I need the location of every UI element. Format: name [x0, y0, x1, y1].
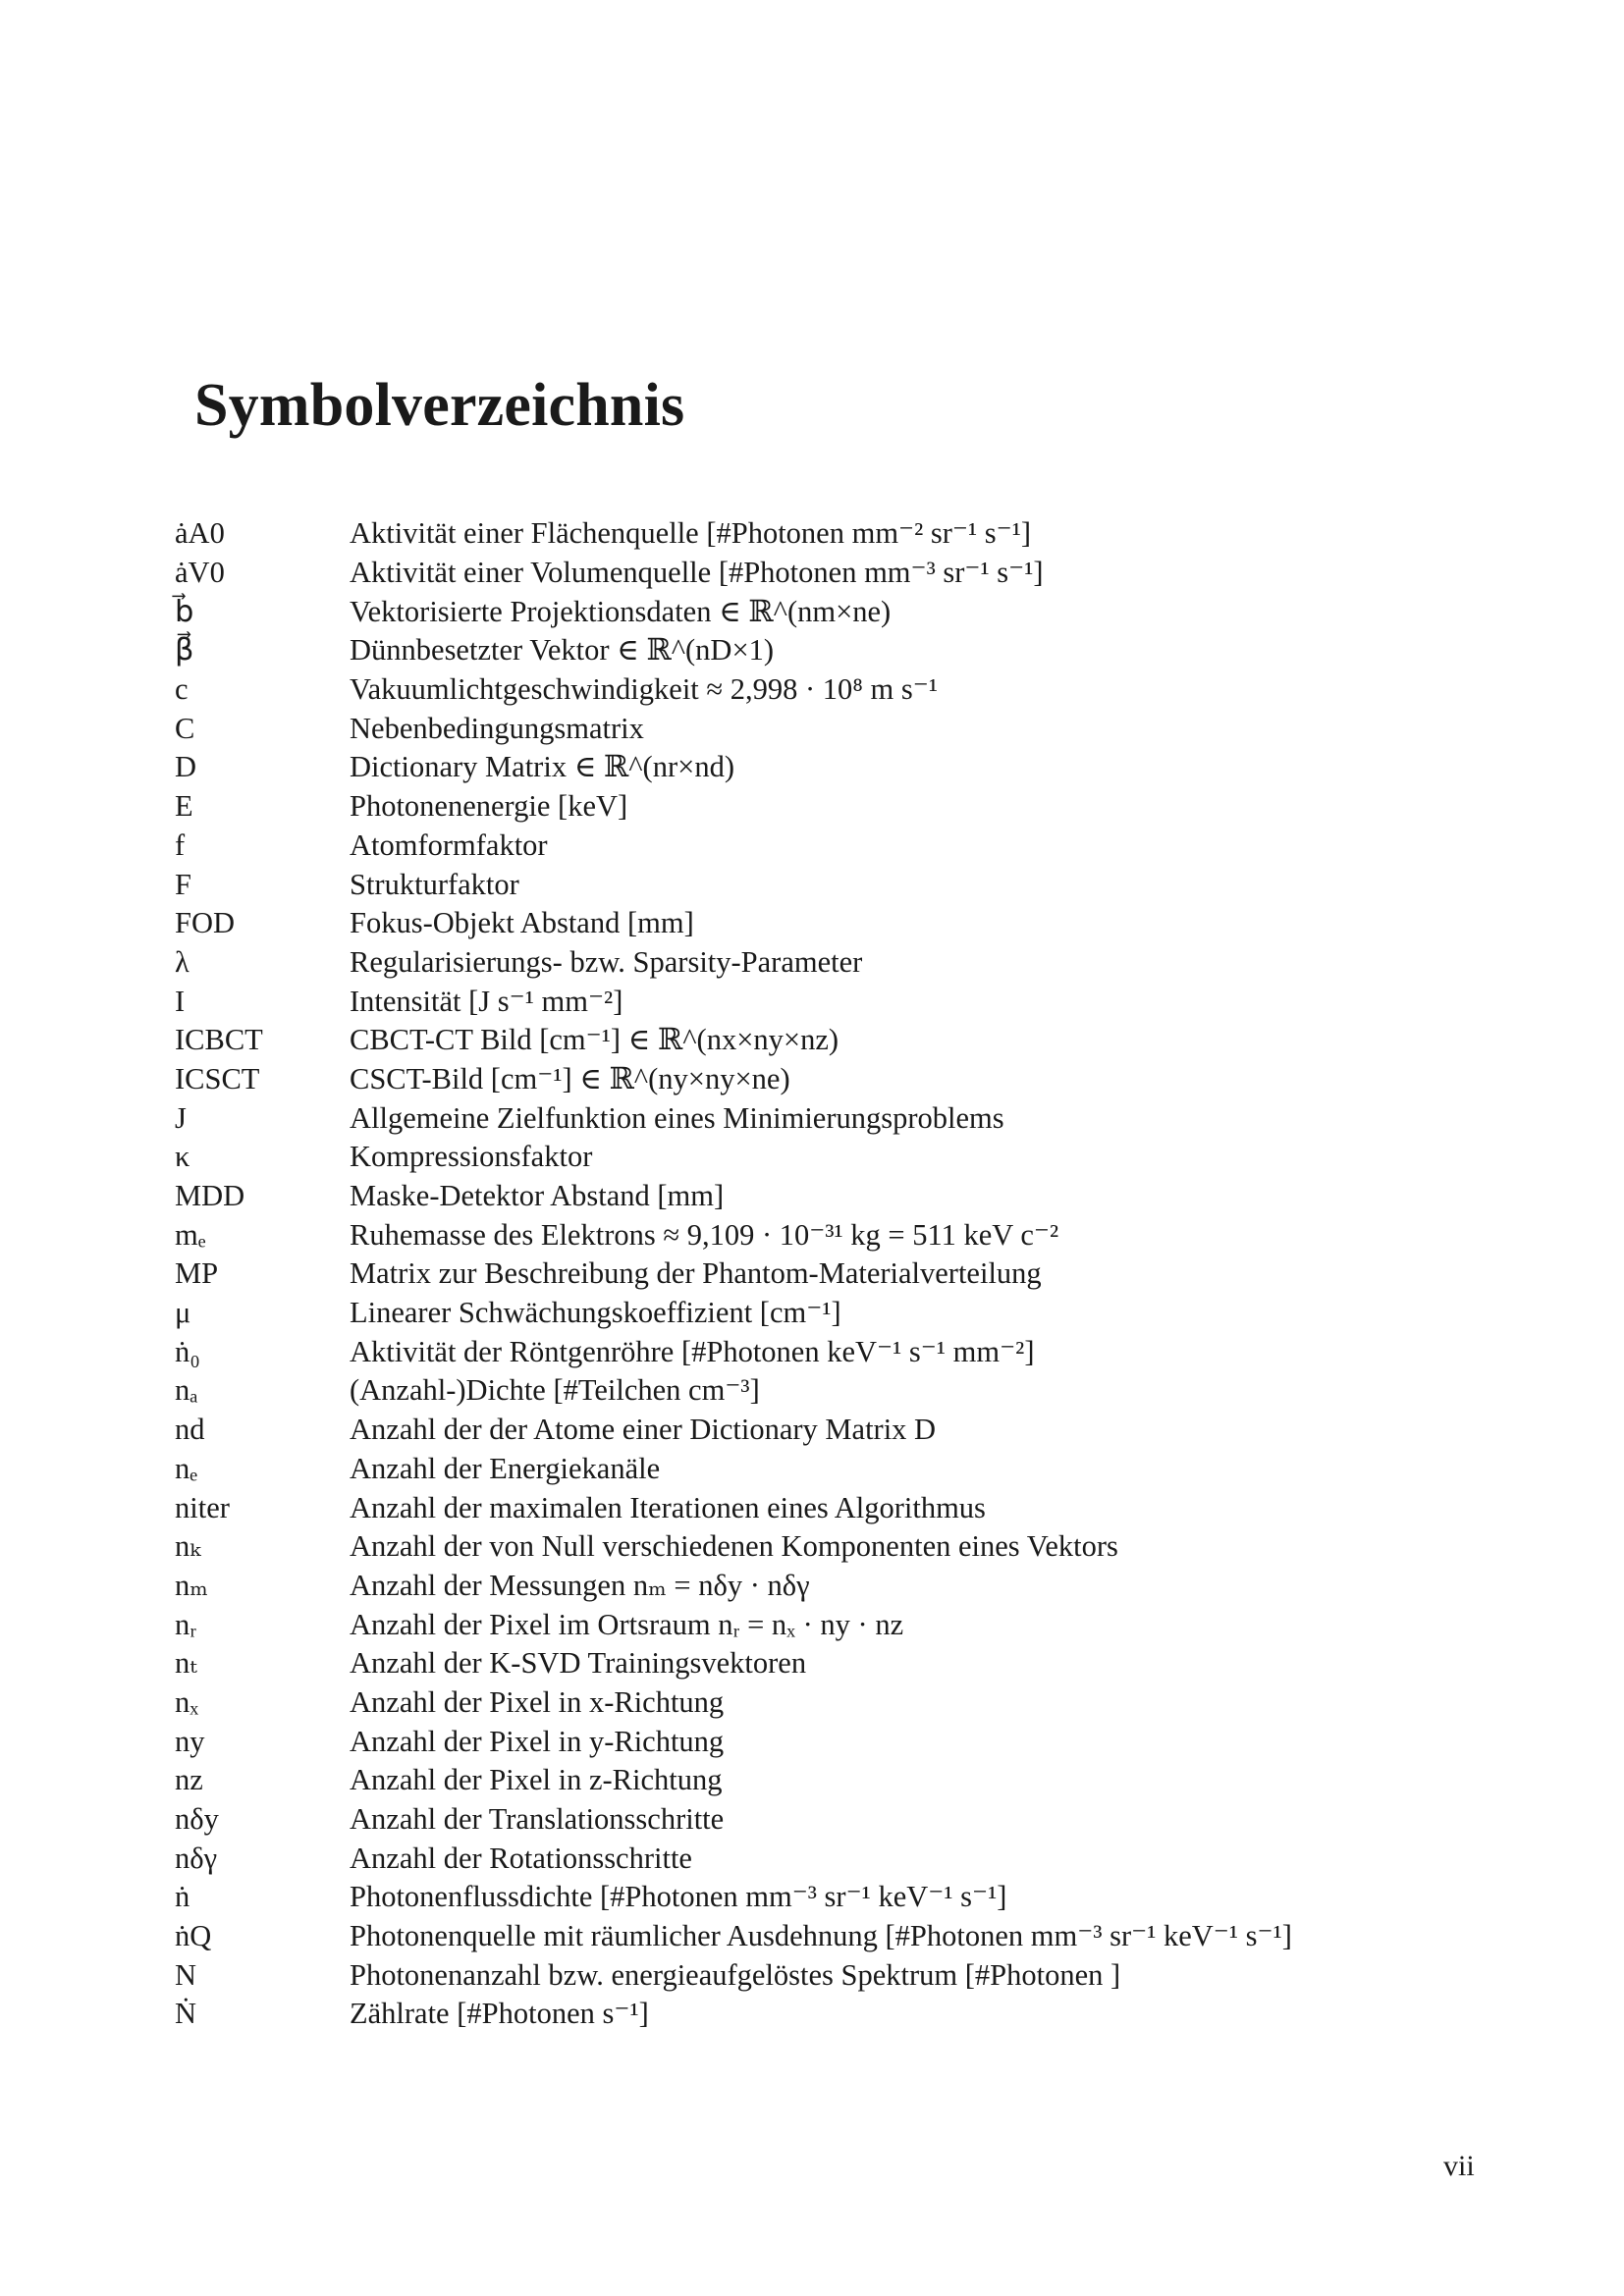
symbol-row [175, 943, 1490, 983]
symbol-row [175, 631, 1490, 670]
symbol-list [175, 514, 1490, 2034]
symbol: β⃗ [175, 633, 194, 667]
symbol-row [175, 1060, 1490, 1099]
symbol-row [175, 1450, 1490, 1489]
symbol-row [175, 1761, 1490, 1800]
page-number: vii [1443, 2150, 1475, 2182]
symbol: nₘ [175, 1568, 208, 1602]
symbol-description: CBCT-CT Bild [cm⁻¹] ∈ ℝ^(nx×ny×nz) [350, 1023, 839, 1057]
symbol-description: Anzahl der von Null verschiedenen Komponenten eines Vektors [350, 1529, 1118, 1564]
symbol: f [175, 828, 186, 862]
symbol-description: Nebenbedingungsmatrix [350, 711, 644, 745]
symbol-description: Aktivität der Röntgenröhre [#Photonen keV⁻¹ s⁻¹ mm⁻²] [350, 1334, 1035, 1368]
symbol-row [175, 748, 1490, 787]
symbol-description: Intensität [J s⁻¹ mm⁻²] [350, 984, 623, 1018]
symbol: ICBCT [175, 1023, 263, 1057]
symbol-description: (Anzahl-)Dichte [#Teilchen cm⁻³] [350, 1373, 760, 1408]
symbol: nₖ [175, 1529, 201, 1564]
symbol: nd [175, 1413, 205, 1447]
symbol-description: Anzahl der K-SVD Trainingsvektoren [350, 1646, 807, 1681]
symbol-description: Dünnbesetzter Vektor ∈ ℝ^(nD×1) [350, 633, 775, 667]
symbol: ṅ₀ [175, 1334, 200, 1368]
symbol-row [175, 787, 1490, 827]
symbol-row [175, 1800, 1490, 1840]
symbol: N [175, 1957, 197, 1992]
symbol-description: Anzahl der Pixel in z-Richtung [350, 1763, 723, 1797]
symbol-description: Fokus-Objekt Abstand [mm] [350, 906, 694, 940]
symbol: μ [175, 1296, 191, 1330]
symbol-description: Photonenflussdichte [#Photonen mm⁻³ sr⁻¹ keV⁻¹ s⁻¹] [350, 1880, 1007, 1914]
symbol-row [175, 982, 1490, 1021]
symbol: nδy [175, 1802, 219, 1837]
symbol-description: Vakuumlichtgeschwindigkeit ≈ 2,998 · 10⁸ m s⁻¹ [350, 672, 939, 707]
symbol-row [175, 1488, 1490, 1527]
symbol: ṅ [175, 1880, 190, 1914]
symbol-row [175, 1177, 1490, 1216]
symbol: FOD [175, 906, 236, 940]
symbol-row [175, 1294, 1490, 1333]
symbol: J [175, 1100, 187, 1135]
symbol-row [175, 1371, 1490, 1411]
symbol-description: Maske-Detektor Abstand [mm] [350, 1179, 725, 1213]
symbol-description: Photonenquelle mit räumlicher Ausdehnung [#Photonen mm⁻³ sr⁻¹ keV⁻¹ s⁻¹] [350, 1919, 1292, 1953]
symbol-description: Strukturfaktor [350, 867, 519, 901]
symbol-description: CSCT-Bild [cm⁻¹] ∈ ℝ^(ny×ny×ne) [350, 1061, 790, 1095]
symbol: nᵣ [175, 1607, 197, 1641]
symbol-description: Atomformfaktor [350, 828, 548, 862]
symbol-description: Aktivität einer Flächenquelle [#Photonen mm⁻² sr⁻¹ s⁻¹] [350, 516, 1032, 551]
symbol: MP [175, 1256, 219, 1291]
symbol-description: Anzahl der Translationsschritte [350, 1802, 725, 1837]
symbol: Ṅ [175, 1997, 197, 2031]
symbol-row [175, 1332, 1490, 1371]
symbol-description: Anzahl der Pixel im Ortsraum nᵣ = nₓ · ny · nz [350, 1607, 904, 1641]
symbol: C [175, 711, 195, 745]
symbol-row [175, 1995, 1490, 2034]
symbol-row [175, 1644, 1490, 1683]
symbol-description: Photonenanzahl bzw. energieaufgelöstes Spektrum [#Photonen ] [350, 1957, 1121, 1992]
symbol-description: Zählrate [#Photonen s⁻¹] [350, 1997, 649, 2031]
symbol-row [175, 1255, 1490, 1294]
symbol-row [175, 1567, 1490, 1606]
symbol-row [175, 904, 1490, 943]
symbol-row [175, 1605, 1490, 1644]
symbol: nz [175, 1763, 203, 1797]
symbol: λ [175, 944, 189, 979]
symbol-description: Anzahl der Rotationsschritte [350, 1841, 692, 1875]
symbol: ȧA0 [175, 516, 225, 551]
symbol-row [175, 670, 1490, 710]
symbol-row [175, 1683, 1490, 1723]
symbol-row [175, 1021, 1490, 1060]
symbol: nₓ [175, 1684, 199, 1719]
symbol-row [175, 827, 1490, 866]
symbol-description: Regularisierungs- bzw. Sparsity-Parameter [350, 944, 863, 979]
symbol-row [175, 1878, 1490, 1917]
symbol: I [175, 984, 186, 1018]
page-title: Symbolverzeichnis [194, 372, 685, 439]
symbol-row [175, 1955, 1490, 1995]
symbol-description: Ruhemasse des Elektrons ≈ 9,109 · 10⁻³¹ kg = 511 keV c⁻² [350, 1217, 1059, 1252]
symbol-description: Photonenenergie [keV] [350, 789, 628, 824]
symbol: mₑ [175, 1217, 206, 1252]
symbol-row [175, 1839, 1490, 1878]
symbol-description: Anzahl der maximalen Iterationen eines Algorithmus [350, 1490, 986, 1524]
symbol: b⃗ [175, 594, 194, 628]
symbol: κ [175, 1140, 190, 1174]
symbol-description: Anzahl der Pixel in x-Richtung [350, 1684, 725, 1719]
symbol: D [175, 750, 197, 784]
symbol: nδγ [175, 1841, 218, 1875]
symbol: nₑ [175, 1451, 198, 1485]
symbol: ȧV0 [175, 556, 225, 590]
symbol-row [175, 1138, 1490, 1177]
symbol-row [175, 709, 1490, 748]
symbol-description: Kompressionsfaktor [350, 1140, 593, 1174]
symbol-row [175, 514, 1490, 554]
symbol-row [175, 1215, 1490, 1255]
symbol-description: Linearer Schwächungskoeffizient [cm⁻¹] [350, 1296, 841, 1330]
symbol: F [175, 867, 191, 901]
symbol: niter [175, 1490, 230, 1524]
symbol-description: Vektorisierte Projektionsdaten ∈ ℝ^(nm×ne) [350, 594, 892, 628]
symbol: ṅQ [175, 1919, 212, 1953]
symbol-description: Anzahl der Pixel in y-Richtung [350, 1724, 725, 1758]
symbol-row [175, 865, 1490, 904]
symbol: MDD [175, 1179, 245, 1213]
symbol-row [175, 1098, 1490, 1138]
symbol-description: Anzahl der Energiekanäle [350, 1451, 661, 1485]
symbol-row [175, 1527, 1490, 1567]
symbol-row [175, 592, 1490, 631]
symbol-row [175, 1722, 1490, 1761]
symbol-row [175, 1411, 1490, 1450]
symbol: nₜ [175, 1646, 197, 1681]
symbol-description: Allgemeine Zielfunktion eines Minimierungsproblems [350, 1100, 1004, 1135]
symbol-row [175, 1917, 1490, 1956]
symbol-description: Anzahl der Messungen nₘ = nδy · nδγ [350, 1568, 810, 1602]
symbol: ny [175, 1724, 205, 1758]
symbol: E [175, 789, 193, 824]
symbol-row [175, 554, 1490, 593]
symbol-description: Aktivität einer Volumenquelle [#Photonen mm⁻³ sr⁻¹ s⁻¹] [350, 556, 1044, 590]
symbol: nₐ [175, 1373, 198, 1408]
symbol-description: Matrix zur Beschreibung der Phantom-Materialverteilung [350, 1256, 1042, 1291]
symbol: c [175, 672, 189, 707]
symbol: ICSCT [175, 1061, 260, 1095]
symbol-description: Dictionary Matrix ∈ ℝ^(nr×nd) [350, 750, 734, 784]
symbol-description: Anzahl der der Atome einer Dictionary Matrix D [350, 1413, 937, 1447]
